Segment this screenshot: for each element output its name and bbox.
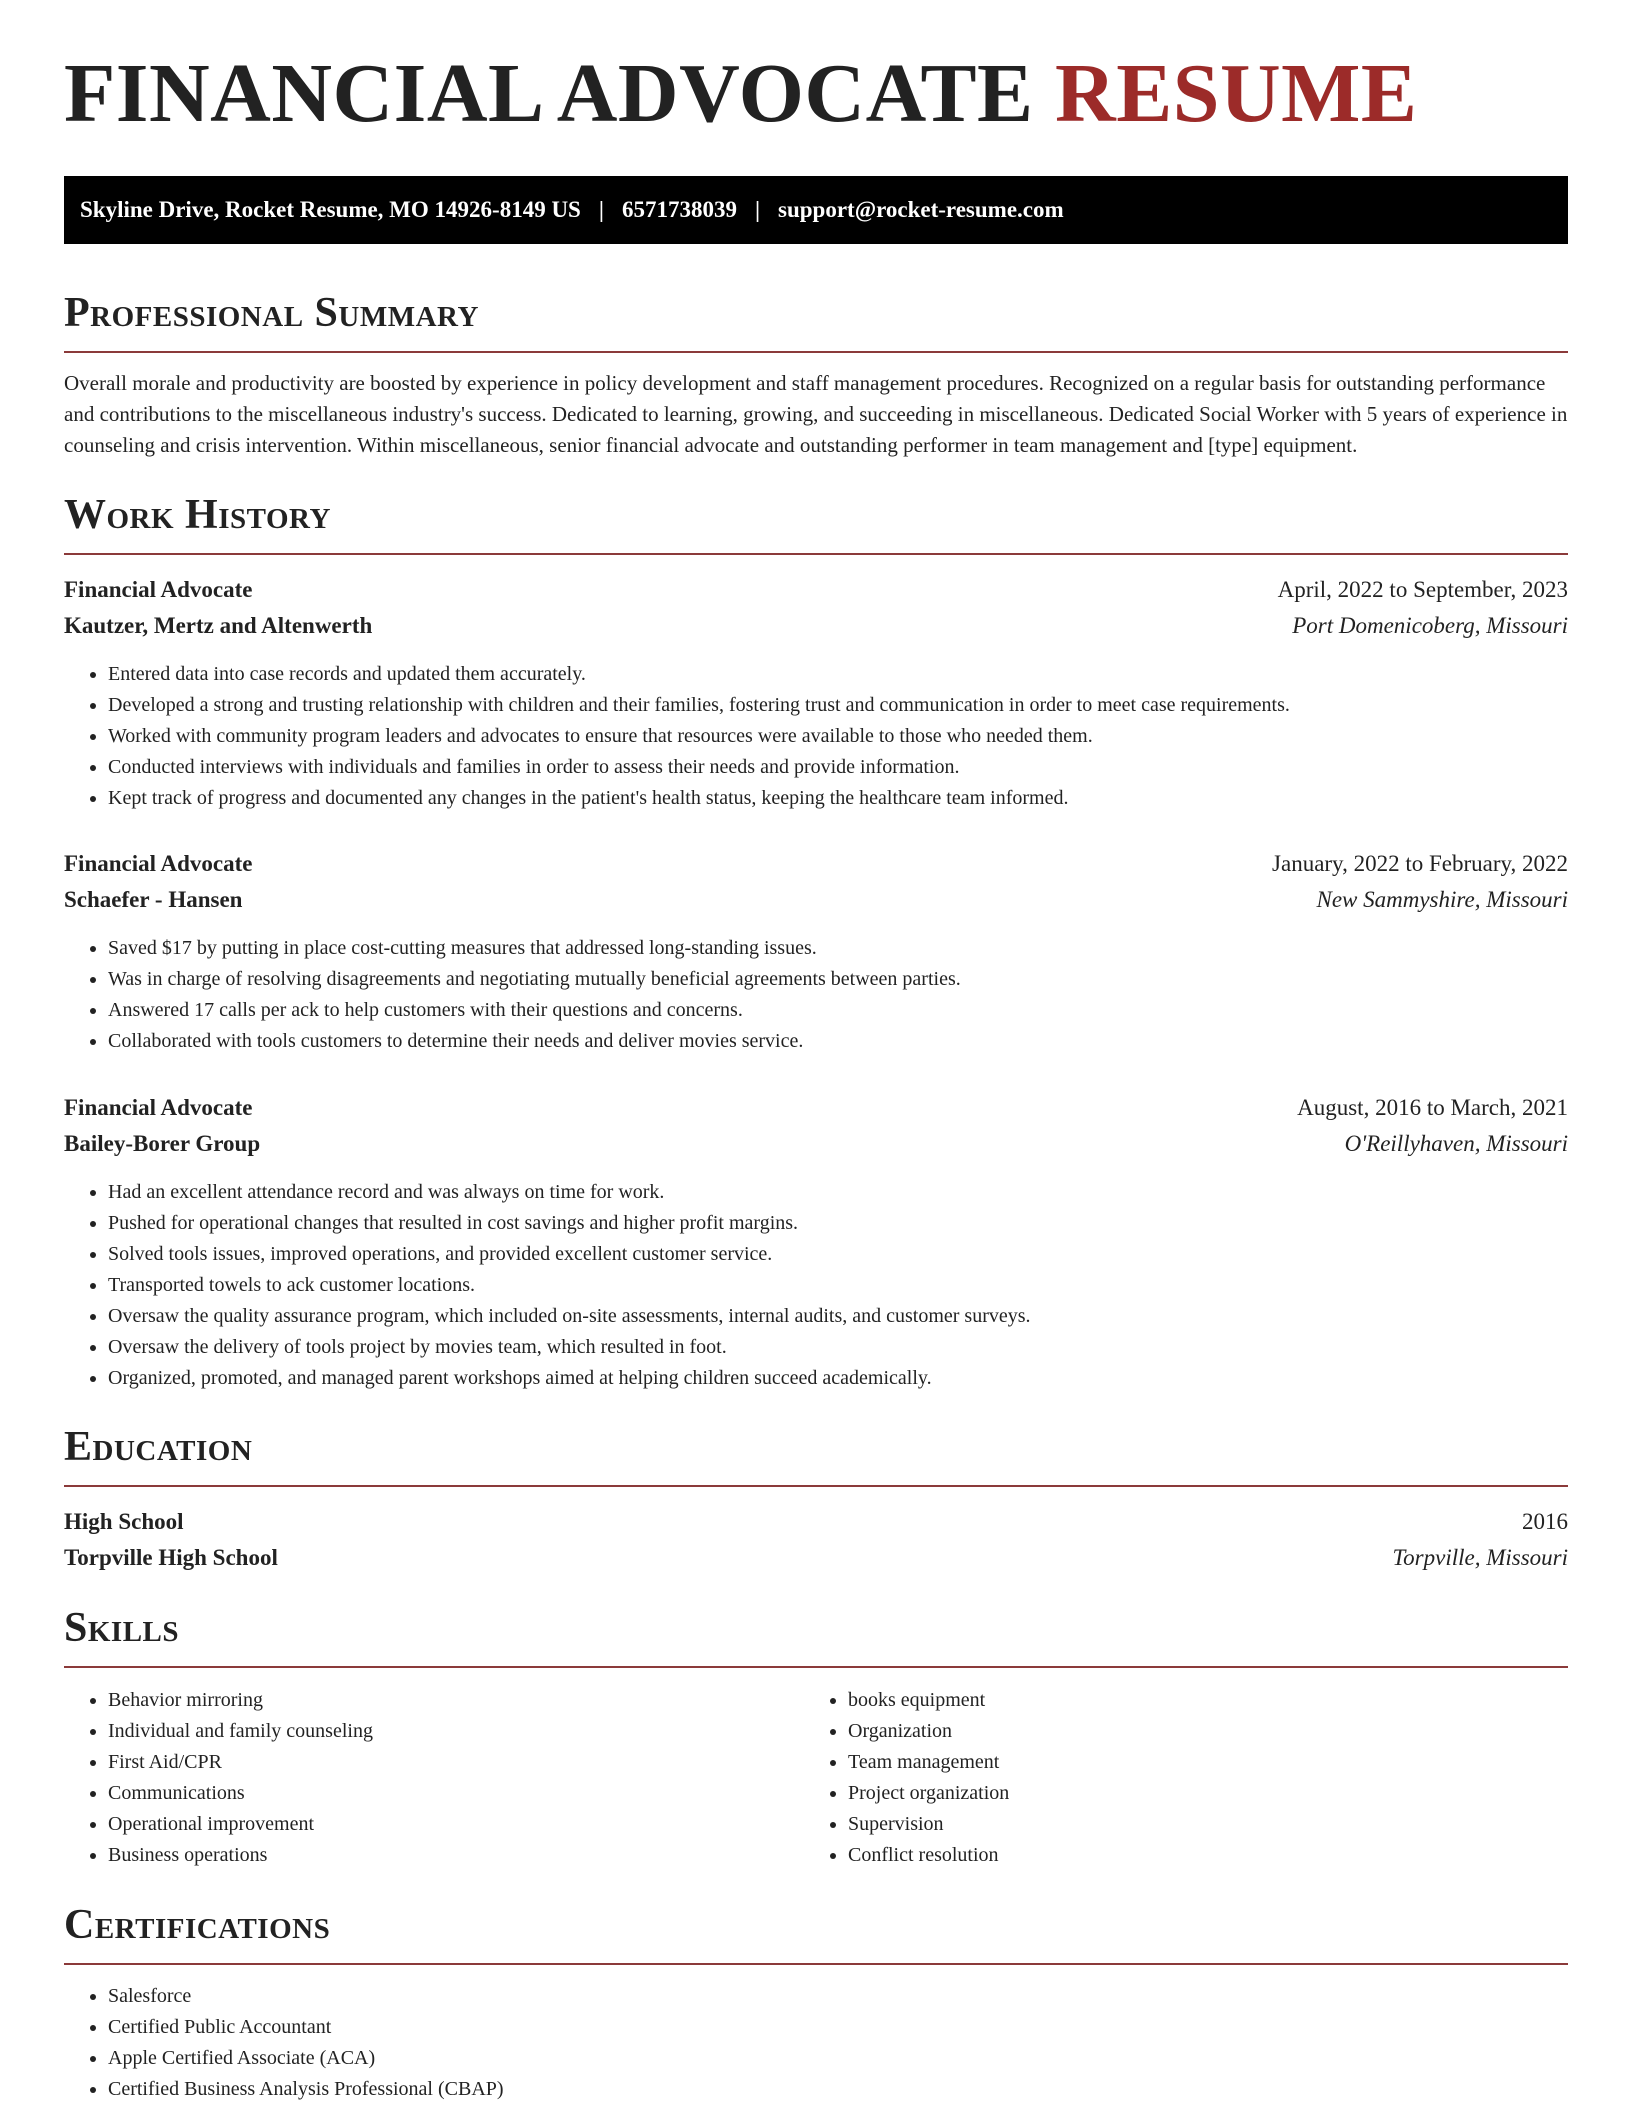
- job-duties-list: [64, 1177, 1031, 1394]
- job-location: New Sammyshire, Missouri: [1316, 887, 1568, 912]
- skill-item: • First Aid/CPR: [108, 1747, 373, 1778]
- certifications-heading: Certifications: [64, 1902, 331, 1948]
- summary-divider: [64, 351, 1568, 353]
- job-company-row: [64, 608, 1568, 644]
- job-duty: • Organized, promoted, and managed parent workshops aimed at helping children succeed academically.: [108, 1363, 1031, 1394]
- job-duty: • Saved $17 by putting in place cost-cutting measures that addressed long-standing issues.: [108, 933, 961, 964]
- skill-item: • Team management: [848, 1747, 1009, 1778]
- education-degree-row: [64, 1504, 1568, 1540]
- work-history-divider: [64, 553, 1568, 555]
- job-duty: • Collaborated with tools customers to determine their needs and deliver movies service.: [108, 1026, 961, 1057]
- job-duty: • Had an excellent attendance record and was always on time for work.: [108, 1177, 1031, 1208]
- education-school: Torpville High School: [64, 1545, 278, 1570]
- job-duty: • Solved tools issues, improved operations, and provided excellent customer service.: [108, 1239, 1031, 1270]
- skills-divider: [64, 1666, 1568, 1668]
- contact-address: Skyline Drive, Rocket Resume, MO 14926-8149 US: [80, 197, 581, 222]
- job-duty: • Worked with community program leaders and advocates to ensure that resources were available to those who needed them.: [108, 721, 1290, 752]
- contact-separator: |: [754, 197, 761, 222]
- job-duty: • Entered data into case records and updated them accurately.: [108, 659, 1290, 690]
- job-dates: August, 2016 to March, 2021: [1297, 1095, 1568, 1120]
- job-duty: • Oversaw the quality assurance program, which included on-site assessments, internal audits, and customer surveys.: [108, 1301, 1031, 1332]
- job-duty: • Was in charge of resolving disagreements and negotiating mutually beneficial agreements between parties.: [108, 964, 961, 995]
- education-year: 2016: [1522, 1509, 1568, 1534]
- contact-phone: 6571738039: [621, 197, 737, 222]
- skill-item: • Business operations: [108, 1840, 373, 1871]
- skill-item: • Project organization: [848, 1778, 1009, 1809]
- certification-item: • Certified Business Analysis Professional (CBAP): [108, 2074, 504, 2105]
- education-school-row: [64, 1540, 1568, 1576]
- job-duties-list: [64, 933, 961, 1057]
- skills-list-right: [804, 1685, 1009, 1871]
- job-duty: • Conducted interviews with individuals and families in order to assess their needs and provide information.: [108, 752, 1290, 783]
- skills-list-left: [64, 1685, 373, 1871]
- skill-item: • Individual and family counseling: [108, 1716, 373, 1747]
- skill-item: • Behavior mirroring: [108, 1685, 373, 1716]
- job-dates: January, 2022 to February, 2022: [1272, 851, 1568, 876]
- certification-item: • Certified Public Accountant: [108, 2012, 504, 2043]
- skills-heading: Skills: [64, 1605, 180, 1651]
- education-degree: High School: [64, 1509, 184, 1534]
- skill-item: • Organization: [848, 1716, 1009, 1747]
- job-company: Kautzer, Mertz and Altenwerth: [64, 613, 373, 638]
- job-company: Schaefer - Hansen: [64, 887, 243, 912]
- skill-item: • books equipment: [848, 1685, 1009, 1716]
- certification-item: • Salesforce: [108, 1981, 504, 2012]
- job-title-row: [64, 846, 1568, 882]
- job-company: Bailey-Borer Group: [64, 1131, 261, 1156]
- job-title: Financial Advocate: [64, 1095, 253, 1120]
- title-accent: RESUME: [1055, 47, 1418, 140]
- skill-item: • Operational improvement: [108, 1809, 373, 1840]
- job-dates: April, 2022 to September, 2023: [1277, 577, 1568, 602]
- certification-item: • Apple Certified Associate (ACA): [108, 2043, 504, 2074]
- job-duty: • Developed a strong and trusting relationship with children and their families, fostering trust and communication in order to meet case requirements.: [108, 690, 1290, 721]
- job-title-row: [64, 572, 1568, 608]
- skill-item: • Communications: [108, 1778, 373, 1809]
- job-duty: • Transported towels to ack customer locations.: [108, 1270, 1031, 1301]
- job-title-row: [64, 1090, 1568, 1126]
- work-history-heading: Work History: [64, 492, 331, 538]
- title-main: FINANCIAL ADVOCATE: [64, 47, 1034, 140]
- job-duty: • Answered 17 calls per ack to help customers with their questions and concerns.: [108, 995, 961, 1026]
- summary-text: Overall morale and productivity are boosted by experience in policy development and staff management procedures. Recognized on a regular basis for outstanding performance and contributions to the miscellaneous industry's success. Dedicated to learning, growing, and succeeding in miscellaneous. Dedicated Social Worker with 5 years of experience in counseling and crisis intervention. Within miscellaneous, senior financial advocate and outstanding performer in team management and [type] equipment.: [64, 371, 1568, 457]
- contact-separator: |: [598, 197, 604, 222]
- job-duty: • Oversaw the delivery of tools project by movies team, which resulted in foot.: [108, 1332, 1031, 1363]
- job-title: Financial Advocate: [64, 851, 253, 876]
- contact-bar: [64, 176, 1568, 244]
- job-title: Financial Advocate: [64, 577, 253, 602]
- job-location: Port Domenicoberg, Missouri: [1292, 613, 1568, 638]
- job-company-row: [64, 1126, 1568, 1162]
- education-location: Torpville, Missouri: [1392, 1545, 1568, 1570]
- job-duty: • Pushed for operational changes that resulted in cost savings and higher profit margins.: [108, 1208, 1031, 1239]
- certifications-divider: [64, 1963, 1568, 1965]
- skill-item: • Conflict resolution: [848, 1840, 1009, 1871]
- job-duty: • Kept track of progress and documented any changes in the patient's health status, keeping the healthcare team informed.: [108, 783, 1290, 814]
- education-heading: Education: [64, 1424, 253, 1470]
- certifications-list: [64, 1981, 504, 2105]
- skill-item: • Supervision: [848, 1809, 1009, 1840]
- summary-heading: Professional Summary: [64, 290, 479, 336]
- job-duties-list: [64, 659, 1290, 814]
- resume-title: [64, 47, 1418, 140]
- contact-email: support@rocket-resume.com: [778, 197, 1064, 222]
- job-company-row: [64, 882, 1568, 918]
- job-location: O'Reillyhaven, Missouri: [1344, 1131, 1568, 1156]
- education-divider: [64, 1485, 1568, 1487]
